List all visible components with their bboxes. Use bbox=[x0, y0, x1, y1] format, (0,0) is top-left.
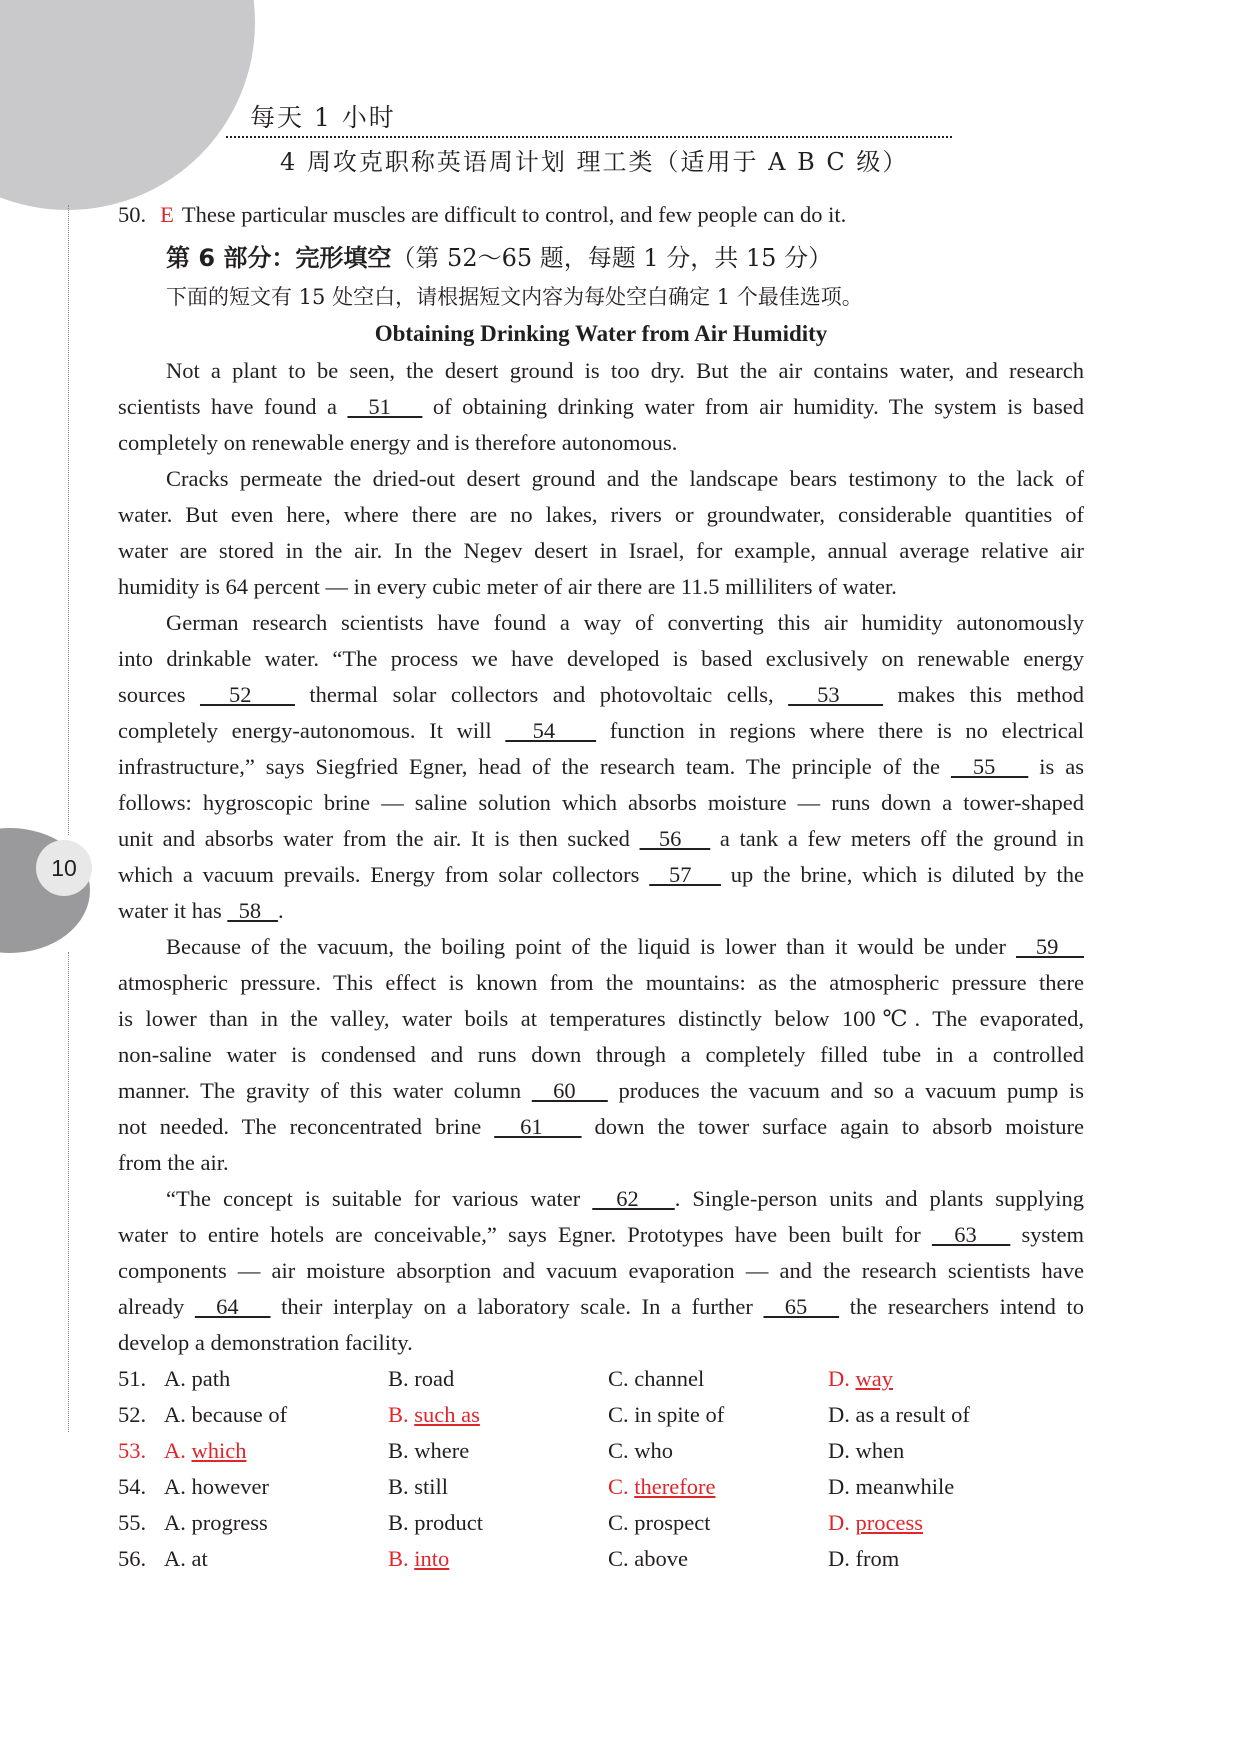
passage-text: sources bbox=[118, 682, 200, 707]
answer-number: 50. bbox=[118, 202, 147, 227]
option-label: A. bbox=[164, 1366, 192, 1391]
correct-option-text: therefore bbox=[634, 1474, 716, 1499]
option-text: from bbox=[855, 1546, 900, 1571]
passage-text: completely energy-autonomous. It will bbox=[118, 718, 506, 743]
option-d bbox=[828, 1397, 1048, 1433]
option-a bbox=[118, 1505, 388, 1541]
option-text: meanwhile bbox=[855, 1474, 955, 1499]
correct-option-text: way bbox=[855, 1366, 893, 1391]
option-text: product bbox=[414, 1510, 483, 1535]
option-label: C. bbox=[608, 1474, 635, 1499]
option-text: road bbox=[414, 1366, 455, 1391]
passage-line bbox=[118, 1217, 1084, 1253]
header-rule bbox=[226, 136, 952, 138]
question-number: 55. bbox=[118, 1510, 147, 1535]
passage-line bbox=[118, 1001, 1084, 1037]
passage-text: is lower than in the valley, water boils at temperatures distinctly below 100℃. The evaporated, bbox=[118, 1006, 1084, 1031]
option-label: D. bbox=[828, 1438, 856, 1463]
option-text: when bbox=[855, 1438, 905, 1463]
option-text: progress bbox=[191, 1510, 268, 1535]
option-b bbox=[388, 1469, 608, 1505]
passage-text: non-saline water is condensed and runs down through a completely filled tube in a controlled bbox=[118, 1042, 1084, 1067]
passage-line bbox=[118, 497, 1084, 533]
option-c bbox=[608, 1541, 828, 1577]
option-label: D. bbox=[828, 1366, 856, 1391]
passage-text: produces the vacuum and so a vacuum pump is bbox=[607, 1078, 1085, 1103]
passage-line bbox=[118, 785, 1084, 821]
option-label: B. bbox=[388, 1546, 415, 1571]
passage-text: their interplay on a laboratory scale. In a further bbox=[270, 1294, 764, 1319]
passage-line bbox=[118, 1325, 1084, 1361]
option-b bbox=[388, 1361, 608, 1397]
passage-line bbox=[118, 389, 1084, 425]
passage-text: completely on renewable energy and is therefore autonomous. bbox=[118, 430, 678, 455]
passage-line bbox=[118, 749, 1084, 785]
passage-line bbox=[118, 425, 1084, 461]
passage-line bbox=[118, 353, 1084, 389]
page-content bbox=[118, 197, 1084, 1577]
question-number: 54. bbox=[118, 1474, 147, 1499]
option-d bbox=[828, 1361, 1048, 1397]
question-number: 56. bbox=[118, 1546, 147, 1571]
passage-body bbox=[118, 353, 1084, 1361]
option-a bbox=[118, 1433, 388, 1469]
passage-text: a tank a few meters off the ground in bbox=[710, 826, 1084, 851]
option-label: B. bbox=[388, 1366, 415, 1391]
option-label: A. bbox=[164, 1546, 192, 1571]
blank-57: 57 bbox=[649, 862, 721, 887]
option-c bbox=[608, 1505, 828, 1541]
passage-text: not needed. The reconcentrated brine bbox=[118, 1114, 495, 1139]
question-number: 51. bbox=[118, 1366, 147, 1391]
option-c bbox=[608, 1397, 828, 1433]
passage-text: components — air moisture absorption and vacuum evaporation — and the research scientists have bbox=[118, 1258, 1084, 1283]
option-b bbox=[388, 1541, 608, 1577]
passage-text: already bbox=[118, 1294, 195, 1319]
passage-line bbox=[118, 821, 1084, 857]
option-text: still bbox=[414, 1474, 449, 1499]
option-label: D. bbox=[828, 1402, 856, 1427]
page-number: 10 bbox=[36, 840, 92, 896]
section-heading-bold: 第 6 部分：完形填空 bbox=[166, 244, 392, 272]
option-c bbox=[608, 1469, 828, 1505]
question-options-54 bbox=[118, 1469, 1084, 1505]
passage-line bbox=[118, 641, 1084, 677]
option-label: A. bbox=[164, 1438, 192, 1463]
passage-text: of obtaining drinking water from air humidity. The system is based bbox=[422, 394, 1085, 419]
passage-text: scientists have found a bbox=[118, 394, 348, 419]
passage-line bbox=[118, 1109, 1084, 1145]
passage-text: Cracks permeate the dried-out desert ground and the landscape bears testimony to the lack of bbox=[166, 466, 1084, 491]
passage-text: follows: hygroscopic brine — saline solution which absorbs moisture — runs down a tower-shaped bbox=[118, 790, 1084, 815]
correct-option-text: such as bbox=[414, 1402, 480, 1427]
answer-options bbox=[118, 1361, 1084, 1577]
blank-52: 52 bbox=[199, 682, 295, 707]
option-label: C. bbox=[608, 1438, 635, 1463]
passage-text: function in regions where there is no electrical bbox=[596, 718, 1085, 743]
option-text: in spite of bbox=[634, 1402, 725, 1427]
passage-line bbox=[118, 1073, 1084, 1109]
option-c bbox=[608, 1361, 828, 1397]
passage-text: humidity is 64 percent — in every cubic meter of air there are 11.5 milliliters of water. bbox=[118, 574, 897, 599]
passage-text: Because of the vacuum, the boiling point of the liquid is lower than it would be under bbox=[166, 934, 1016, 959]
option-d bbox=[828, 1505, 1048, 1541]
option-text: path bbox=[191, 1366, 231, 1391]
option-d bbox=[828, 1433, 1048, 1469]
margin-dotted-line-lower bbox=[68, 952, 69, 1432]
blank-60: 60 bbox=[531, 1078, 608, 1103]
option-a bbox=[118, 1361, 388, 1397]
option-text: channel bbox=[634, 1366, 705, 1391]
passage-text: water. But even here, where there are no lakes, rivers or groundwater, considerable quantities of bbox=[118, 502, 1084, 527]
section-heading bbox=[118, 237, 1084, 279]
option-label: C. bbox=[608, 1546, 635, 1571]
passage-text: atmospheric pressure. This effect is known from the mountains: as the atmospheric pressure there bbox=[118, 970, 1084, 995]
passage-text: German research scientists have found a way of converting this air humidity autonomously bbox=[166, 610, 1084, 635]
passage-line bbox=[118, 605, 1084, 641]
passage-line bbox=[118, 461, 1084, 497]
section-instruction: 下面的短文有 15 处空白，请根据短文内容为每处空白确定 1 个最佳选项。 bbox=[166, 285, 863, 309]
passage-line bbox=[118, 1289, 1084, 1325]
decorative-circle-top bbox=[0, 0, 255, 210]
option-label: C. bbox=[608, 1366, 635, 1391]
passage-text: from the air. bbox=[118, 1150, 229, 1175]
question-options-55 bbox=[118, 1505, 1084, 1541]
answer-sentence: These particular muscles are difficult to control, and few people can do it. bbox=[181, 202, 847, 227]
passage-text: infrastructure,” says Siegfried Egner, head of the research team. The principle of the bbox=[118, 754, 951, 779]
blank-65: 65 bbox=[763, 1294, 840, 1319]
passage-line bbox=[118, 1253, 1084, 1289]
passage-text: “The concept is suitable for various water bbox=[166, 1186, 593, 1211]
question-options-51 bbox=[118, 1361, 1084, 1397]
option-c bbox=[608, 1433, 828, 1469]
option-d bbox=[828, 1541, 1048, 1577]
option-text: as a result of bbox=[855, 1402, 970, 1427]
option-label: A. bbox=[164, 1474, 192, 1499]
option-label: D. bbox=[828, 1510, 856, 1535]
passage-text: up the brine, which is diluted by the bbox=[720, 862, 1084, 887]
passage-line bbox=[118, 857, 1084, 893]
passage-line bbox=[118, 1037, 1084, 1073]
passage-text: . Single-person units and plants supplying bbox=[674, 1186, 1085, 1211]
passage-text: Not a plant to be seen, the desert ground is too dry. But the air contains water, and research bbox=[166, 358, 1084, 383]
blank-56: 56 bbox=[639, 826, 711, 851]
question-options-56 bbox=[118, 1541, 1084, 1577]
option-text: prospect bbox=[634, 1510, 711, 1535]
blank-64: 64 bbox=[194, 1294, 271, 1319]
passage-text: the researchers intend to bbox=[839, 1294, 1085, 1319]
question-options-53 bbox=[118, 1433, 1084, 1469]
answer-letter: E bbox=[160, 202, 174, 227]
option-a bbox=[118, 1397, 388, 1433]
passage-text: into drinkable water. “The process we have developed is based exclusively on renewable energy bbox=[118, 646, 1084, 671]
passage-line bbox=[118, 569, 1084, 605]
blank-58: 58 bbox=[227, 898, 278, 923]
blank-54: 54 bbox=[505, 718, 597, 743]
passage-text: unit and absorbs water from the air. It is then sucked bbox=[118, 826, 640, 851]
passage-line bbox=[118, 533, 1084, 569]
passage-text: water are stored in the air. In the Negev desert in Israel, for example, annual average relative air bbox=[118, 538, 1084, 563]
passage-text: which a vacuum prevails. Energy from solar collectors bbox=[118, 862, 650, 887]
option-label: B. bbox=[388, 1474, 415, 1499]
section-heading-detail: （第 52～65 题，每题 1 分，共 15 分） bbox=[391, 244, 833, 272]
header-daily-label: 每天 1 小时 bbox=[250, 103, 396, 132]
correct-option-text: which bbox=[191, 1438, 247, 1463]
passage-text: makes this method bbox=[883, 682, 1084, 707]
passage-line bbox=[118, 929, 1084, 965]
option-label: B. bbox=[388, 1510, 415, 1535]
option-a bbox=[118, 1469, 388, 1505]
question-options-52 bbox=[118, 1397, 1084, 1433]
option-d bbox=[828, 1469, 1048, 1505]
passage-title: Obtaining Drinking Water from Air Humidity bbox=[374, 321, 828, 346]
option-label: D. bbox=[828, 1546, 856, 1571]
margin-dotted-line bbox=[68, 205, 69, 835]
option-a bbox=[118, 1541, 388, 1577]
header-series-title: 4 周攻克职称英语周计划 理工类（适用于 A B C 级） bbox=[280, 148, 909, 176]
option-label: B. bbox=[388, 1438, 415, 1463]
option-text: above bbox=[634, 1546, 688, 1571]
passage-line bbox=[118, 893, 1084, 929]
passage-text: system bbox=[1010, 1222, 1084, 1247]
passage-line bbox=[118, 1145, 1084, 1181]
passage-text: thermal solar collectors and photovoltaic cells, bbox=[294, 682, 789, 707]
passage-text: manner. The gravity of this water column bbox=[118, 1078, 532, 1103]
passage-line bbox=[118, 713, 1084, 749]
passage-text: down the tower surface again to absorb moisture bbox=[581, 1114, 1085, 1139]
option-label: D. bbox=[828, 1474, 856, 1499]
option-b bbox=[388, 1433, 608, 1469]
option-text: at bbox=[191, 1546, 208, 1571]
passage-text: . bbox=[277, 898, 284, 923]
blank-63: 63 bbox=[931, 1222, 1011, 1247]
passage-line bbox=[118, 677, 1084, 713]
option-b bbox=[388, 1397, 608, 1433]
blank-55: 55 bbox=[950, 754, 1029, 779]
passage-text: develop a demonstration facility. bbox=[118, 1330, 413, 1355]
passage-text: is as bbox=[1028, 754, 1084, 779]
passage-text: water to entire hotels are conceivable,” says Egner. Prototypes have been built for bbox=[118, 1222, 932, 1247]
blank-62: 62 bbox=[592, 1186, 675, 1211]
option-label: A. bbox=[164, 1510, 192, 1535]
correct-option-text: into bbox=[414, 1546, 450, 1571]
option-label: C. bbox=[608, 1402, 635, 1427]
previous-answer bbox=[118, 197, 1084, 233]
option-text: however bbox=[191, 1474, 269, 1499]
option-text: where bbox=[414, 1438, 470, 1463]
passage-text: water it has bbox=[118, 898, 228, 923]
blank-61: 61 bbox=[494, 1114, 582, 1139]
option-text: who bbox=[634, 1438, 674, 1463]
option-label: C. bbox=[608, 1510, 635, 1535]
option-label: B. bbox=[388, 1402, 415, 1427]
option-b bbox=[388, 1505, 608, 1541]
question-number: 53. bbox=[118, 1438, 147, 1463]
option-text: because of bbox=[191, 1402, 288, 1427]
option-label: A. bbox=[164, 1402, 192, 1427]
question-number: 52. bbox=[118, 1402, 147, 1427]
blank-53: 53 bbox=[788, 682, 884, 707]
blank-51: 51 bbox=[347, 394, 423, 419]
passage-line bbox=[118, 1181, 1084, 1217]
correct-option-text: process bbox=[855, 1510, 923, 1535]
blank-59: 59 bbox=[1015, 934, 1084, 959]
passage-line bbox=[118, 965, 1084, 1001]
